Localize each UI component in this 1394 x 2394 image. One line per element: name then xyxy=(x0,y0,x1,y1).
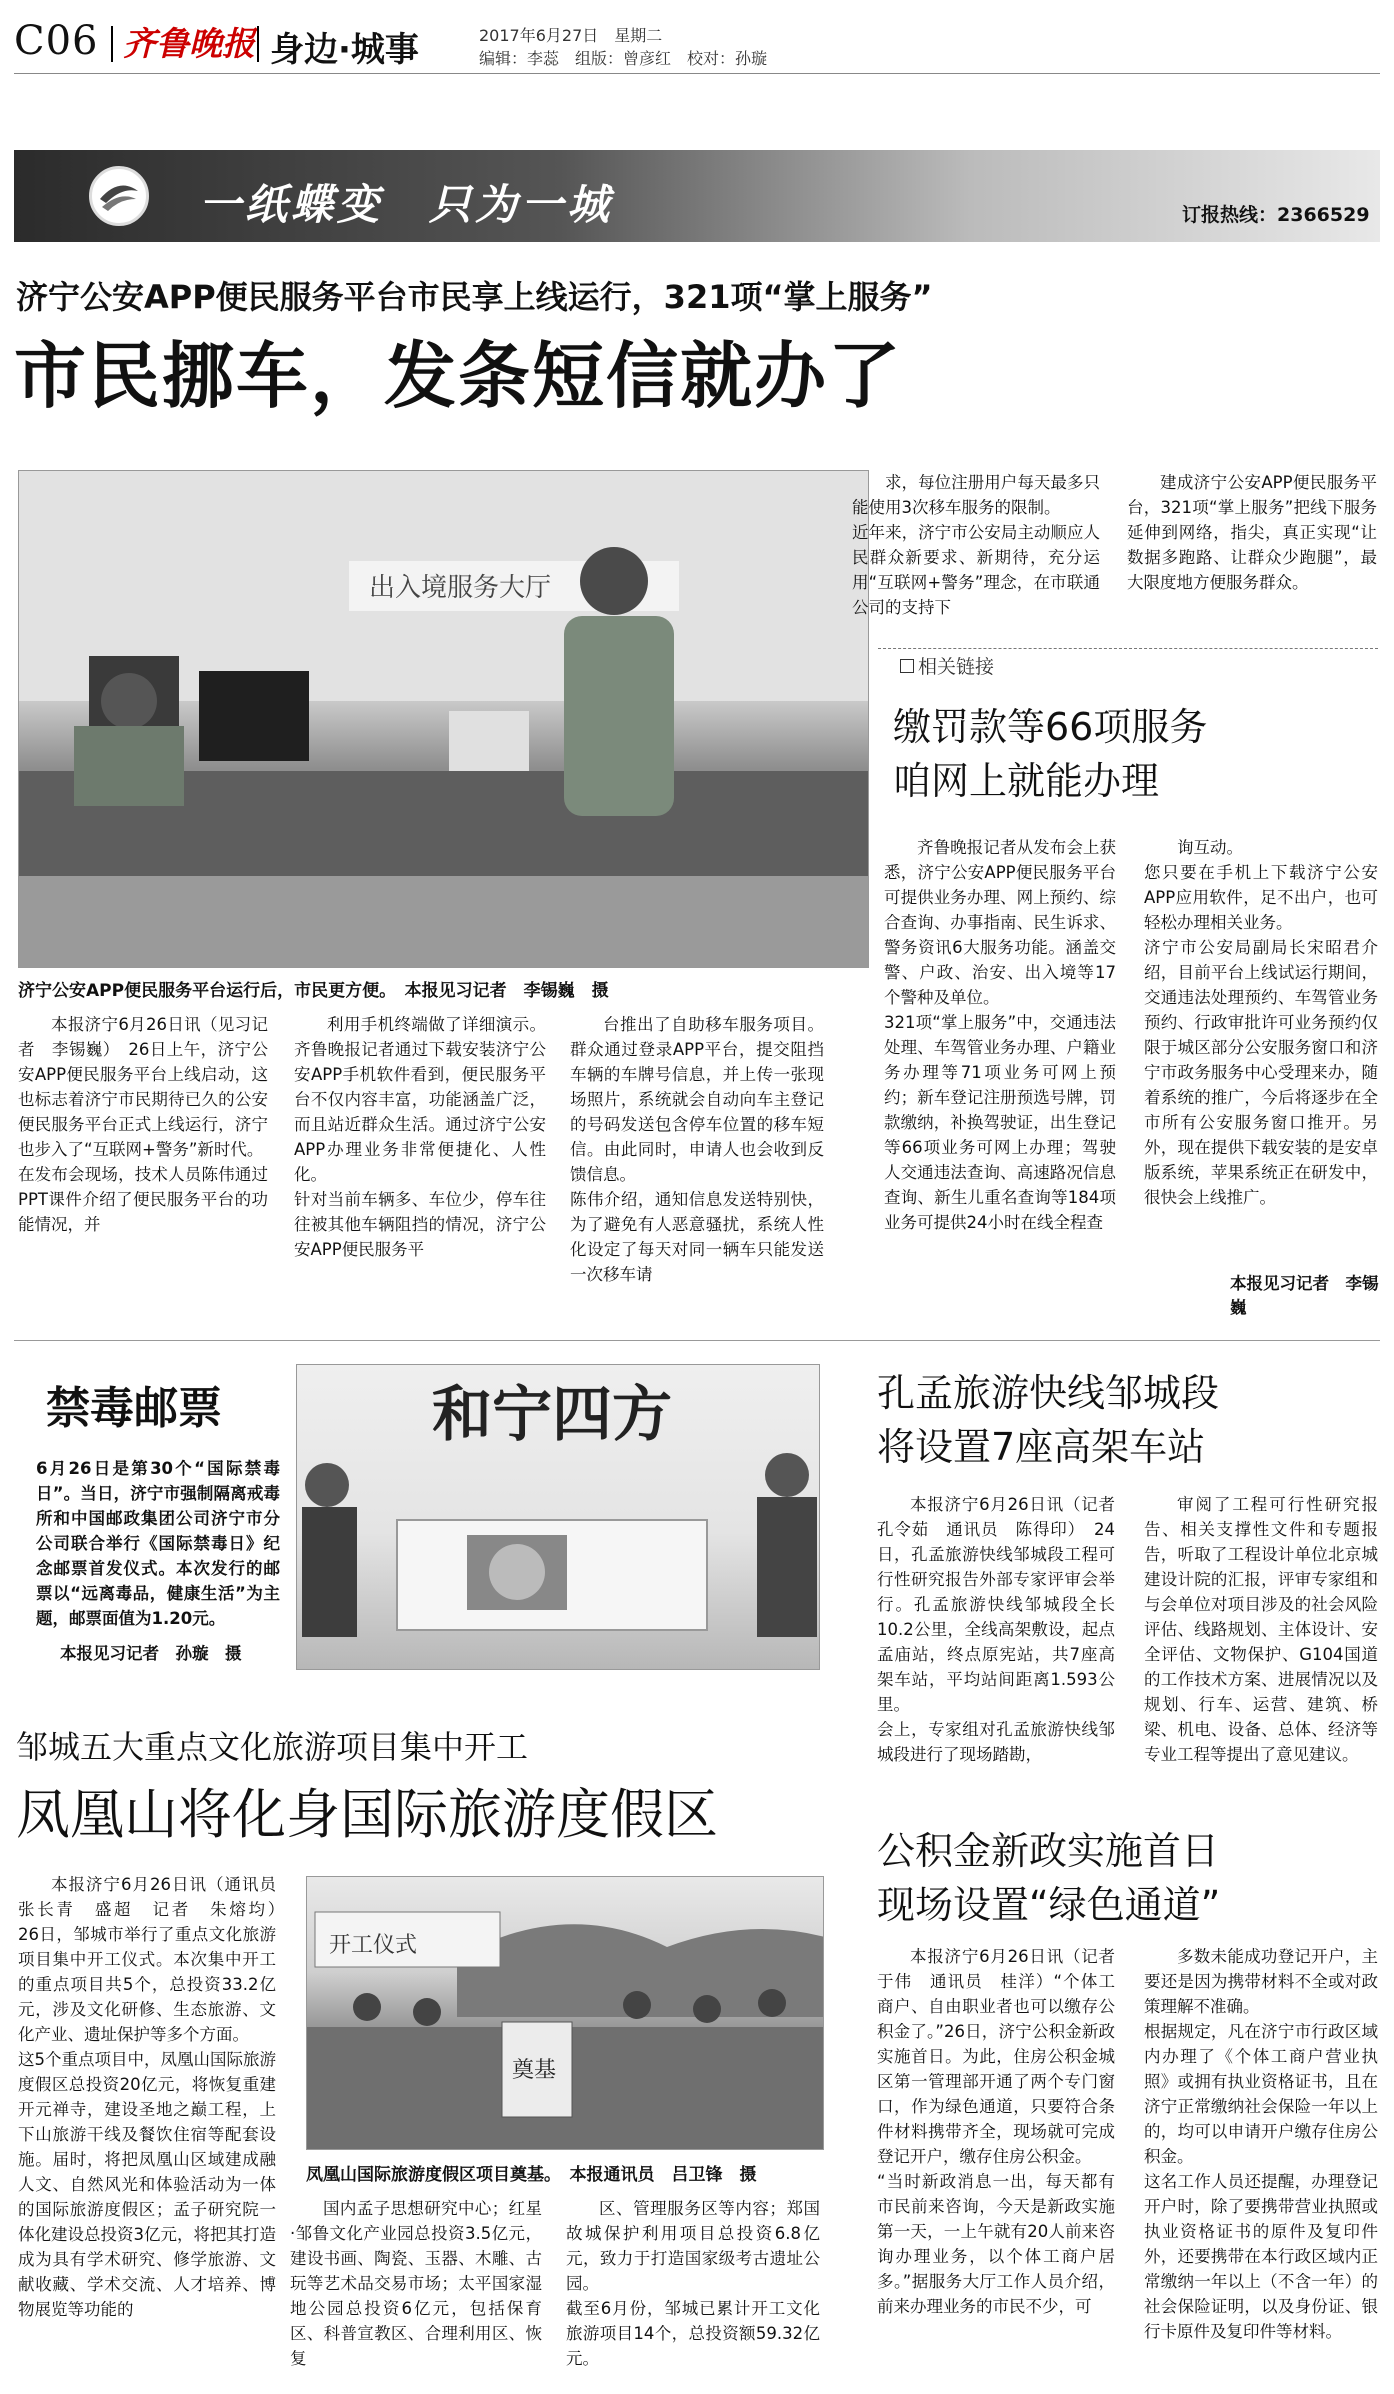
main-story-col4: 求，每位注册用户每天最多只能使用3次移车服务的限制。 近年来，济宁市公安局主动顺应人民群众新要求、新期待，充分运用“互联网+警务”理念，在市联通公司的支持下 xyxy=(852,473,1100,617)
fund-story-col2: 多数未能成功登记开户，主要还是因为携带材料不全或对政策理解不准确。 根据规定，凡在济宁市行政区域内办理了《个体工商户营业执照》或拥有执业资格证书，且在济宁正常缴纳社会保险一年以上的，均可以申请开户缴存住房公积金。 这名工作人员还提醒，办理登记开户时，除了要携带营业执照或执业资格证书的原件及复印件外，还要携带在本行政区域内正常缴纳一年以上（不含一年）的社会保险证明，以及身份证、银行卡原件及复印件等材料。 xyxy=(1144,1947,1378,2341)
related-col1: 齐鲁晚报记者从发布会上获悉，济宁公安APP便民服务平台可提供业务办理、网上预约、综合查询、办事指南、民生诉求、警务资讯6大服务功能。涵盖交警、户政、治安、出入境等17个警种及单位。 321项“掌上服务”中，交通违法处理、车驾管业务办理、户籍业务办理等71项业务可网上预约；新车登记注册预选号牌，罚款缴纳，补换驾驶证，出生登记等66项业务可网上办理；驾驶人交通违法查询、高速路况信息查询、新生儿重名查询等184项业务可提供24小时在线全程查 xyxy=(884,838,1116,1232)
related-byline: 本报见习记者 李锡巍 xyxy=(1230,1274,1379,1317)
rail-story-headline-2: 将设置7座高架车站 xyxy=(877,1425,1206,1469)
main-story-col3: 台推出了自助移车服务项目。群众通过登录APP平台，提交阻挡车辆的车牌号信息，并上传一张现场照片，系统就会自动向车主登记的号码发送包含停车位置的移车短信。由此同时，申请人也会收到反馈信息。 陈伟介绍，通知信息发送特别快，为了避免有人恶意骚扰，系统人性化设定了每天对同一辆车只能发送一次移车请 xyxy=(570,1015,824,1284)
rail-story-col2: 审阅了工程可行性研究报告、相关支撑性文件和专题报告，听取了工程设计单位北京城建设计院的汇报，评审专家组和与会单位对项目涉及的社会风险评估、线路规划、主体设计、安全评估、文物保护、G104国道的工作技术方案、进展情况以及规划、行车、运营、建筑、桥梁、机电、设备、总体、经济等专业工程等提出了意见建议。 xyxy=(1144,1495,1378,1764)
paper-name-logo: 齐鲁晚报 xyxy=(123,24,255,63)
svg-text:出入境服务大厅: 出入境服务大厅 xyxy=(369,573,552,603)
fund-story-headline-2: 现场设置“绿色通道” xyxy=(877,1883,1221,1927)
promo-banner xyxy=(14,150,1380,242)
stamp-story-byline: 本报见习记者 孙璇 摄 xyxy=(60,1644,242,1663)
rail-story-headline-1: 孔孟旅游快线邹城段 xyxy=(877,1371,1220,1415)
stamp-story-headline: 禁毒邮票 xyxy=(46,1383,222,1434)
section-rule xyxy=(14,1340,1380,1341)
fund-story-headline-1: 公积金新政实施首日 xyxy=(877,1829,1220,1873)
related-box-rule xyxy=(878,648,1378,649)
related-label xyxy=(900,652,994,679)
tourism-story-photo xyxy=(306,1876,824,2150)
related-headline-2: 咱网上就能办理 xyxy=(893,759,1160,803)
tourism-story-kicker: 邹城五大重点文化旅游项目集中开工 xyxy=(16,1728,529,1766)
stamp-story-body: 6月26日是第30个“国际禁毒日”。当日，济宁市强制隔离戒毒所和中国邮政集团公司济宁市分公司联合举行《国际禁毒日》纪念邮票首发仪式。本次发行的邮票以“远离毒品，健康生活”为主题，邮票面值为1.20元。 xyxy=(36,1459,280,1628)
main-story-photo-caption: 济宁公安APP便民服务平台运行后，市民更方便。 本报见习记者 李锡巍 摄 xyxy=(18,981,609,1001)
stamp-photo-calligraphy: 和宁四方 xyxy=(432,1380,672,1450)
rail-story-col1: 本报济宁6月26日讯（记者 孔令茹 通讯员 陈得印） 24日，孔孟旅游快线邹城段工程可行性研究报告外部专家评审会举行。孔孟旅游快线邹城段全长10.2公里，全线高架敷设，起点孟庙站，终点原宪站，共7座高架车站，平均站间距离1.593公里。 会上，专家组对孔孟旅游快线邹城段进行了现场踏勘， xyxy=(877,1495,1115,1764)
tourism-photo-banner: 开工仪式 xyxy=(329,1933,418,1958)
tourism-story-col1: 本报济宁6月26日讯（通讯员 张长青 盛超 记者 朱熔均） 26日，邹城市举行了重点文化旅游项目集中开工仪式。本次集中开工的重点项目共5个，总投资33.2亿元，涉及文化研修、生态旅游、文化产业、遗址保护等多个方面。 这5个重点项目中，凤凰山国际旅游度假区总投资20亿元，将恢复重建开元禅寺，建设圣地之巅工程，上下山旅游干线及餐饮住宿等配套设施。届时，将把凤凰山区域建成融人文、自然风光和体验活动为一体的国际旅游度假区；孟子研究院一体化建设总投资3亿元，将把其打造成为具有学术研究、修学旅游、文献收藏、学术交流、人才培养、博物展览等功能的 xyxy=(18,1875,276,2319)
tourism-story-col3: 区、管理服务区等内容；郑国故城保护利用项目总投资6.8亿元，致力于打造国家级考古遗址公园。 截至6月份，邹城已累计开工文化旅游项目14个，总投资额59.32亿元。 xyxy=(566,2199,820,2368)
main-story-photo xyxy=(18,470,869,968)
editorial-staff: 编辑：李蕊 组版：曾彦红 校对：孙璇 xyxy=(479,49,768,68)
header-divider xyxy=(257,26,259,62)
fund-story-col1: 本报济宁6月26日讯（记者 于伟 通讯员 桂洋）“个体工商户、自由职业者也可以缴存公积金了。”26日，济宁公积金新政实施首日。为此，住房公积金城区第一管理部开通了两个专门窗口，作为绿色通道，只要符合条件材料携带齐全，现场就可完成登记开户，缴存住房公积金。 “当时新政消息一出，每天都有市民前来咨询，今天是新政实施第一天，一上午就有20人前来咨询办理业务，以个体工商户居多。”据服务大厅工作人员介绍，前来办理业务的市民不少，可 xyxy=(877,1947,1115,2316)
related-label-text: 相关链接 xyxy=(918,656,995,678)
banner-hotline: 订报热线：2366529 xyxy=(1182,204,1370,226)
main-story-col1: 本报济宁6月26日讯（见习记者 李锡巍） 26日上午，济宁公安APP便民服务平台上线启动，这也标志着济宁市民期待已久的公安便民服务平台正式上线运行，济宁也步入了“互联网+警务”新时代。 在发布会现场，技术人员陈伟通过PPT课件介绍了便民服务平台的功能情况，并 xyxy=(18,1015,268,1234)
tourism-story-photo-caption: 凤凰山国际旅游度假区项目奠基。 本报通讯员 吕卫锋 摄 xyxy=(306,2165,757,2185)
tourism-story-headline: 凤凰山将化身国际旅游度假区 xyxy=(16,1783,718,1846)
banner-slogan: 一纸蝶变 只为一城 xyxy=(199,180,614,229)
header-divider xyxy=(111,26,113,62)
page-header xyxy=(0,0,1394,75)
square-icon xyxy=(900,659,914,673)
stamp-story-photo xyxy=(296,1364,820,1670)
related-col2: 询互动。 您只要在手机上下载济宁公安APP应用软件，足不出户，也可轻松办理相关业务。 济宁市公安局副局长宋昭君介绍，目前平台上线试运行期间，交通违法处理预约、车驾管业务预约、行政审批许可业务预约仅限于城区部分公安服务窗口和济宁市政务服务中心受理来办，随着系统的推广，今后将逐步在全市所有公安服务窗口推开。另外，现在提供下载安装的是安卓版系统，苹果系统正在研发中，很快会上线推广。 xyxy=(1144,838,1378,1207)
tourism-story-col2: 国内孟子思想研究中心；红星·邹鲁文化产业园总投资3.5亿元，建设书画、陶瓷、玉器、木雕、古玩等艺术品交易市场；太平国家湿地公园总投资6亿元，包括保育区、科普宣教区、合理利用区、恢复 xyxy=(290,2199,542,2368)
page-code: C06 xyxy=(14,18,99,64)
issue-date: 2017年6月27日 星期二 xyxy=(479,26,663,45)
paper-emblem-icon xyxy=(89,166,149,226)
main-story-col5: 建成济宁公安APP便民服务平台，321项“掌上服务”把线下服务延伸到网络，指尖，真正实现“让数据多跑路、让群众少跑腿”，最大限度地方便服务群众。 xyxy=(1127,473,1377,592)
tourism-photo-stone: 奠基 xyxy=(512,2058,557,2083)
main-story-kicker: 济宁公安APP便民服务平台市民享上线运行，321项“掌上服务” xyxy=(16,278,933,316)
main-story-headline: 市民挪车，发条短信就办了 xyxy=(14,334,903,418)
header-rule xyxy=(14,73,1380,74)
main-story-col2: 利用手机终端做了详细演示。齐鲁晚报记者通过下载安装济宁公安APP手机软件看到，便民服务平台不仅内容丰富，功能涵盖广泛，而且站近群众生活。通过济宁公安APP办理业务非常便捷化、人性化。 针对当前车辆多、车位少，停车往往被其他车辆阻挡的情况，济宁公安APP便民服务平 xyxy=(294,1015,546,1259)
related-headline-1: 缴罚款等66项服务 xyxy=(893,705,1208,749)
section-title: 身边·城事 xyxy=(270,30,419,70)
